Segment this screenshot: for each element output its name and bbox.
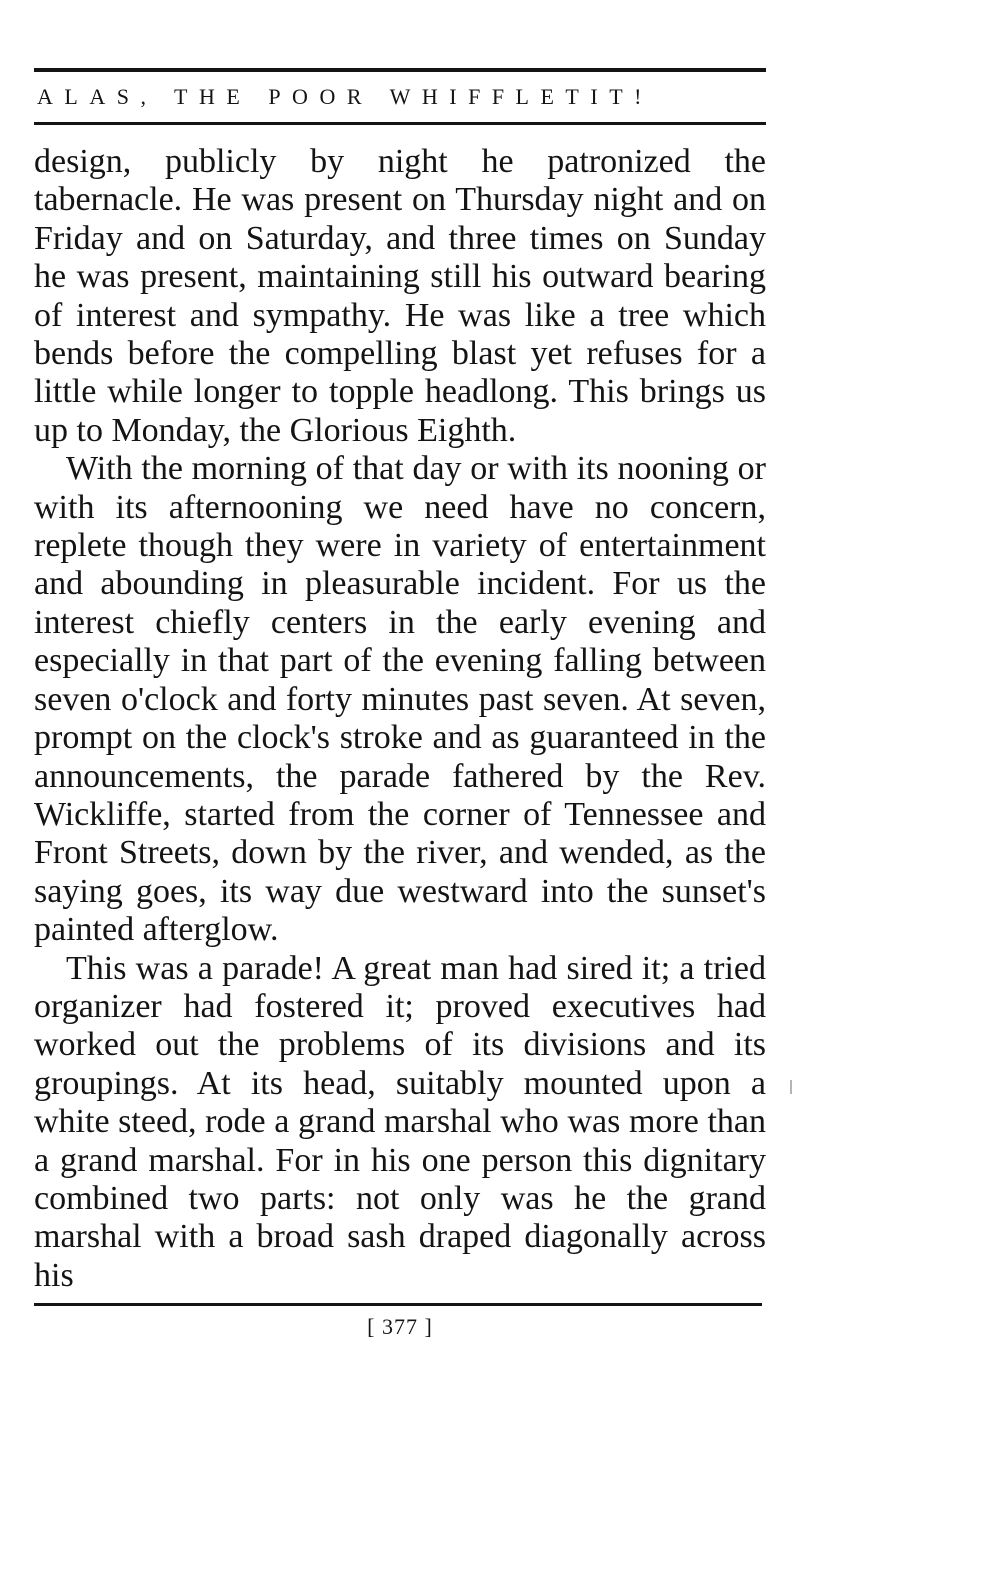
page-number: [ 377 ] (367, 1314, 433, 1340)
header-rule-bottom (34, 122, 766, 125)
body-text (34, 143, 766, 1295)
paragraph-2: With the morning of that day or with its nooning or with its afternooning we need have no concern, replete though they were in variety of entertainment and abounding in pleasurable incident. For us the interest chiefly centers in the early evening and especially in that part of the evening falling between seven o'clock and forty minutes past seven. At seven, prompt on the clock's stroke and as guaranteed in the announcements, the parade fathered by the Rev. Wickliffe, started from the corner of Tennessee and Front Streets, down by the river, and wended, as the saying goes, its way due westward into the sunset's painted afterglow. (34, 450, 766, 949)
paragraph-1: design, publicly by night he patronized the tabernacle. He was present on Thursday night and on Friday and on Saturday, and three times on Sunday he was present, maintaining still his outward bearing of interest and sympathy. He was like a tree which bends before the compelling blast yet refuses for a little while longer to topple headlong. This brings us up to Monday, the Glorious Eighth. (34, 143, 766, 449)
book-page (34, 68, 766, 1340)
running-head: ALAS, THE POOR WHIFFLETIT! (37, 84, 653, 109)
paragraph-3: This was a parade! A great man had sired it; a tried organizer had fostered it; proved executives had worked out the problems of its divisions and its groupings. At its head, suitably mounted upon a white steed, rode a grand marshal who was more than a grand marshal. For in his one person this dignitary combined two parts: not only was he the grand marshal with a broad sash draped diagonally across his (34, 949, 766, 1294)
footer-rule (34, 1303, 762, 1306)
scan-speck (790, 1080, 792, 1094)
